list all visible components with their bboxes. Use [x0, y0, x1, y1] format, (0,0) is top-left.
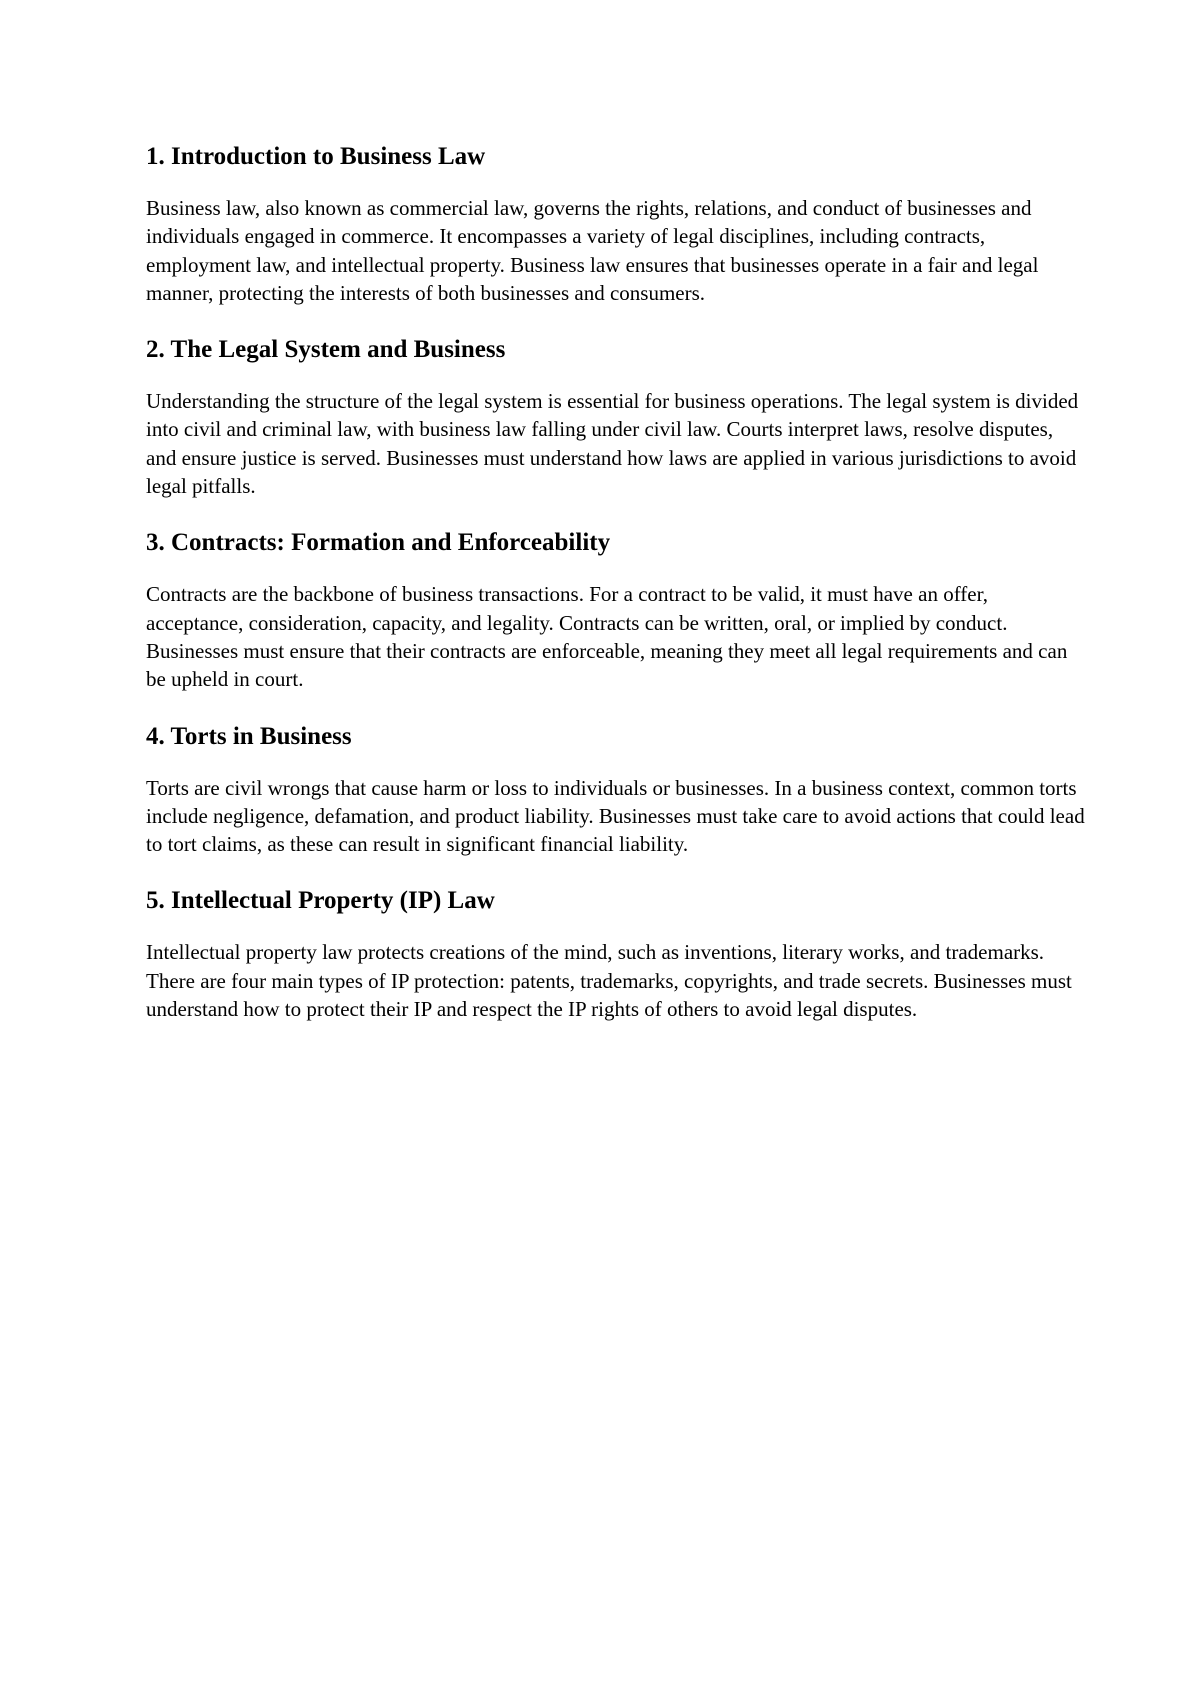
section-body: Understanding the structure of the legal system is essential for business operations. The legal system is divided into civil and criminal law, with business law falling under civil law. Courts interpret laws, resolve disputes, and ensure justice is served. Businesses must understand how laws are applied in various jurisdictions to avoid legal pitfalls.	[146, 389, 1079, 499]
section-heading: 4. Torts in Business	[146, 722, 352, 750]
section-body: Intellectual property law protects creations of the mind, such as inventions, literary works, and trademarks. There are four main types of IP protection: patents, trademarks, copyrights, and trade secrets. Businesses must understand how to protect their IP and respect the IP rights of others to avoid legal disputes.	[146, 940, 1072, 1022]
section-torts	[146, 720, 1086, 859]
section-introduction	[146, 140, 1086, 307]
section-intellectual-property	[146, 884, 1086, 1023]
section-body: Torts are civil wrongs that cause harm or loss to individuals or businesses. In a business context, common torts include negligence, defamation, and product liability. Businesses must take care to avoid actions that could lead to tort claims, as these can result in significant financial liability.	[146, 775, 1085, 857]
section-heading: 3. Contracts: Formation and Enforceability	[146, 529, 611, 557]
section-contracts	[146, 526, 1086, 693]
section-heading: 1. Introduction to Business Law	[146, 143, 486, 170]
section-body: Contracts are the backbone of business transactions. For a contract to be valid, it must have an offer, acceptance, consideration, capacity, and legality. Contracts can be written, oral, or implied by conduct. Businesses must ensure that their contracts are enforceable, meaning they meet all legal requirements and can be upheld in court.	[146, 582, 1068, 692]
section-heading: 5. Intellectual Property (IP) Law	[146, 887, 495, 915]
document-page	[146, 140, 1086, 1049]
section-legal-system	[146, 333, 1086, 500]
section-body: Business law, also known as commercial law, governs the rights, relations, and conduct of businesses and individuals engaged in commerce. It encompasses a variety of legal disciplines, including contracts, employment law, and intellectual property. Business law ensures that businesses operate in a fair and legal manner, protecting the interests of both businesses and consumers.	[146, 196, 1039, 305]
section-heading: 2. The Legal System and Business	[146, 336, 506, 364]
